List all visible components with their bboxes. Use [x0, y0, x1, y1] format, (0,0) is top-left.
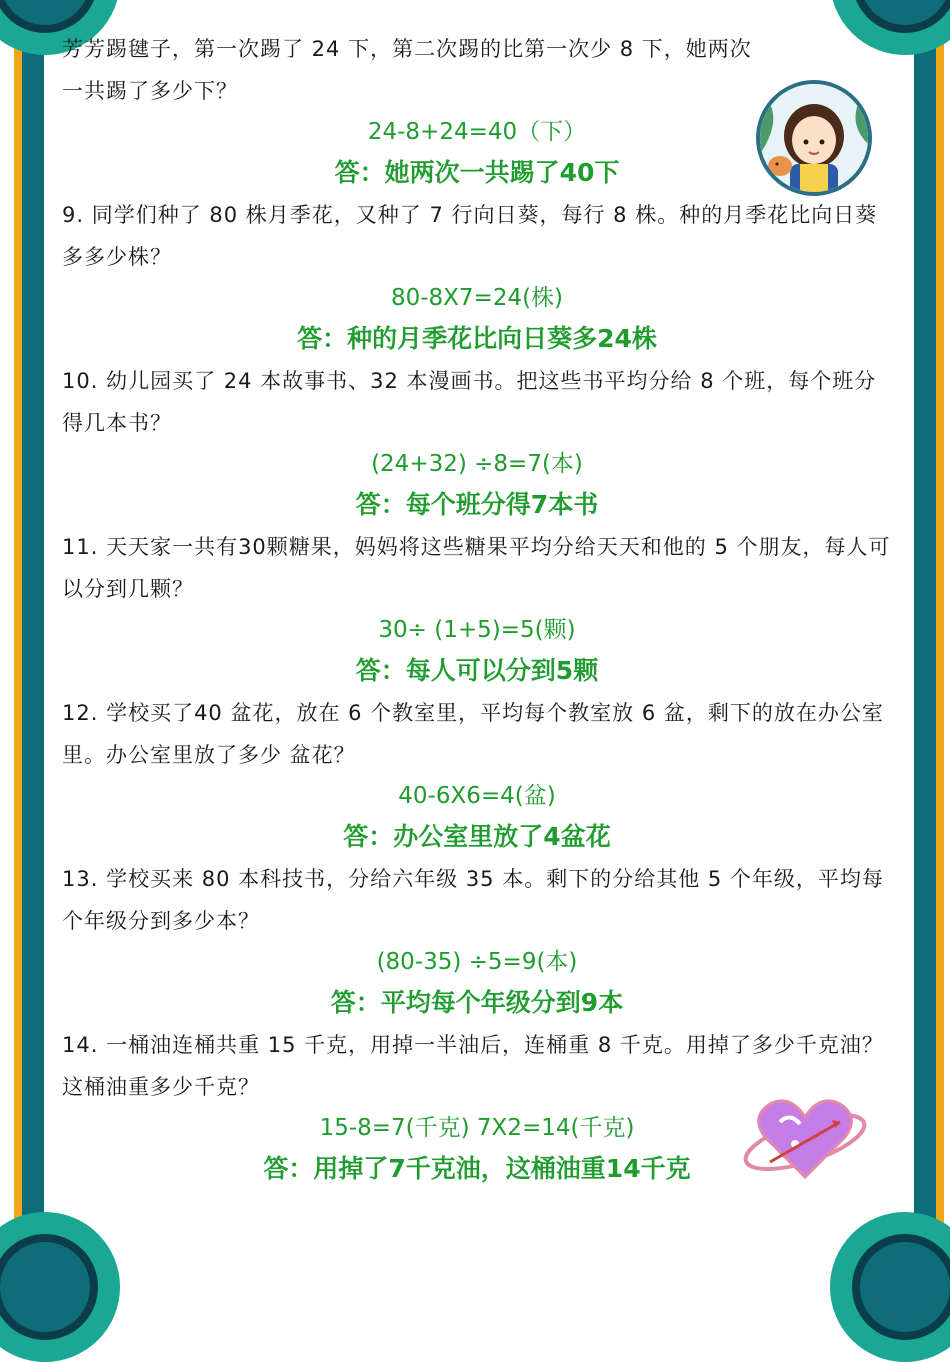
- problem-text: 9. 同学们种了 80 株月季花，又种了 7 行向日葵，每行 8 株。种的月季花比向日葵多多少株？: [62, 203, 878, 269]
- problem-block: [62, 194, 892, 360]
- left-border-frame: [14, 0, 44, 1267]
- problem-block: [62, 526, 892, 692]
- answer-text: 答：平均每个年级分到9本: [330, 988, 624, 1017]
- calculation: 80-8X7=24(株): [390, 285, 564, 311]
- calculation: 40-6X6=4(盆): [398, 783, 556, 809]
- problem-text: 13. 学校买来 80 本科技书，分给六年级 35 本。剩下的分给其他 5 个年级，平均每个年级分到多少本？: [62, 867, 884, 933]
- calculation: (24+32) ÷8=7(本): [371, 451, 583, 477]
- answer-text: 答：种的月季花比向日葵多24株: [297, 324, 657, 353]
- calculation: 30÷ (1+5)=5(颗): [378, 617, 576, 643]
- problem-text: 11. 天天家一共有30颗糖果，妈妈将这些糖果平均分给天天和他的 5 个朋友，每人可以分到几颗？: [62, 535, 891, 601]
- answer-text: 答：办公室里放了4盆花: [343, 822, 611, 851]
- answer-text: 答：每人可以分到5颗: [355, 656, 599, 685]
- calculation: 24-8+24=40（下）: [367, 119, 587, 145]
- calculation: (80-35) ÷5=9(本): [376, 949, 578, 975]
- girl-avatar-icon: [756, 80, 872, 196]
- answer-text: 答：她两次一共踢了40下: [334, 158, 620, 187]
- heart-sticker-icon: [740, 1092, 870, 1187]
- problem-block: [62, 858, 892, 1024]
- problem-text: 12. 学校买了40 盆花，放在 6 个教室里，平均每个教室放 6 盆，剩下的放在办公室里。办公室里放了多少 盆花？: [62, 701, 884, 767]
- calculation: 15-8=7(千克) 7X2=14(千克): [319, 1115, 635, 1141]
- problem-text: 14. 一桶油连桶共重 15 千克，用掉一半油后，连桶重 8 千克。用掉了多少千克油？这桶油重多少千克？: [62, 1033, 884, 1099]
- problem-text: 10. 幼儿园买了 24 本故事书、32 本漫画书。把这些书平均分给 8 个班，每个班分得几本书？: [62, 369, 877, 435]
- problem-text: 芳芳踢毽子，第一次踢了 24 下，第二次踢的比第一次少 8 下，她两次一共踢了多少下？: [62, 37, 752, 103]
- answer-text: 答：用掉了7千克油，这桶油重14千克: [263, 1154, 691, 1183]
- answer-text: 答：每个班分得7本书: [355, 490, 599, 519]
- right-border-frame: [914, 0, 944, 1267]
- corner-decoration-bottom-right: [830, 1212, 950, 1362]
- worksheet-content: [62, 28, 892, 1190]
- corner-decoration-bottom-left: [0, 1212, 120, 1362]
- problem-block: [62, 692, 892, 858]
- problem-block: [62, 360, 892, 526]
